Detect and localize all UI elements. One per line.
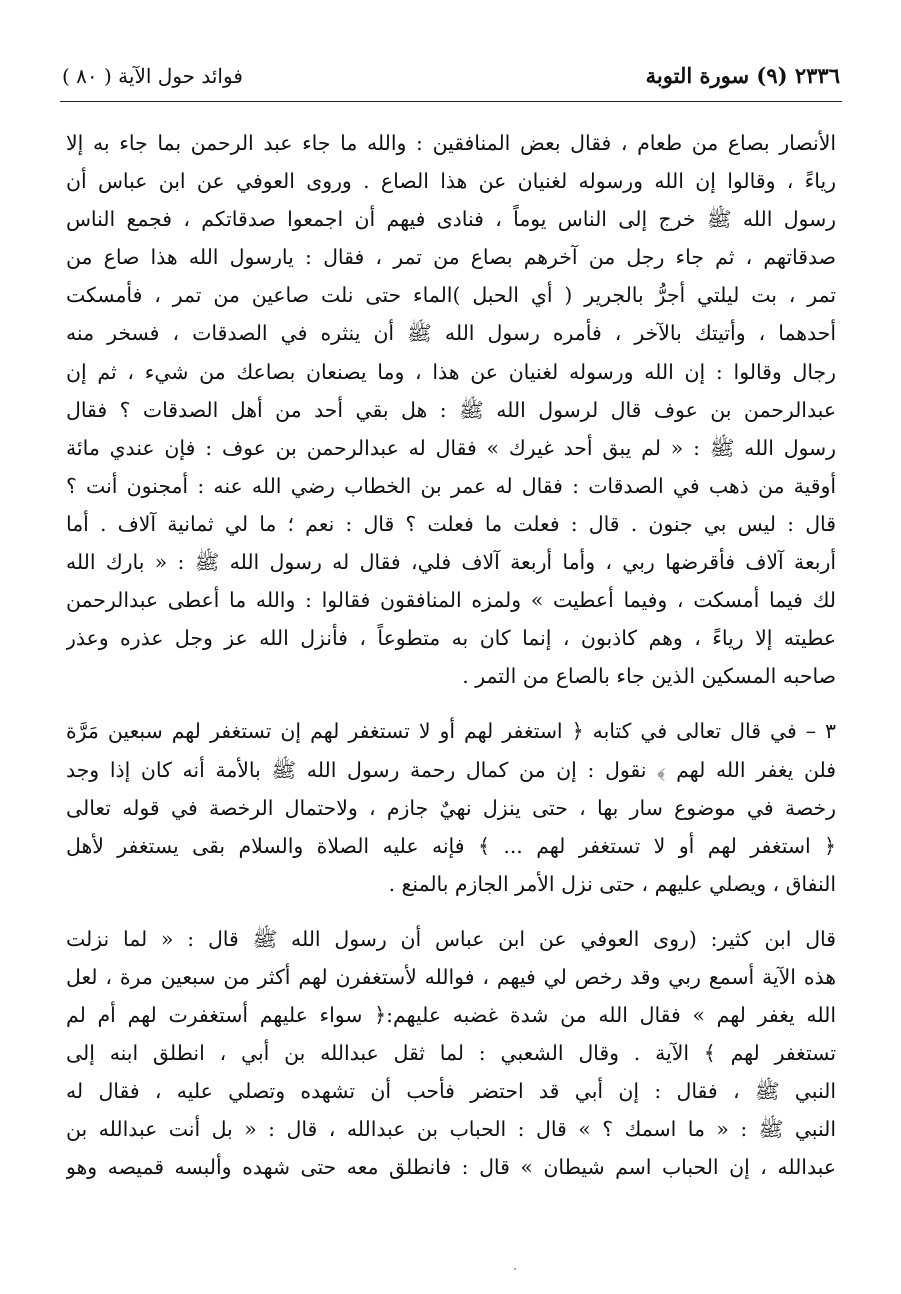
text-line: ٣ – في قال تعالى في كتابه ﴿ استغفر لهم أو لا تستغفر لهم إن تستغفر لهم سبعين مَرَّة (66, 719, 836, 744)
text-line: رسول الله ﷺ خرج إلى الناس يوماً ، فنادى فيهم أن اجمعوا صدقاتكم ، فجمع الناس (66, 207, 836, 232)
text-line: رسول الله ﷺ : « لم يبق أحد غيرك » فقال له عبدالرحمن بن عوف : فإن عندي مائة (66, 435, 836, 460)
paragraph-2 (66, 712, 836, 902)
text-line: قال : ليس بي جنون . قال : فعلت ما فعلت ؟ قال : نعم ؛ ما لي ثمانية آلاف . أما (66, 511, 836, 536)
text-line: عبدالله ، إن الحباب اسم شيطان » قال : فانطلق معه حتى شهده وألبسه قميصه وهو (66, 1155, 836, 1180)
text-line: أربعة آلاف فأقرضها ربي ، وأما أربعة آلاف فلي، فقال له رسول الله ﷺ : « بارك الله (66, 550, 836, 575)
text-line: النفاق ، ويصلي عليهم ، حتى نزل الأمر الجازم بالمنع . (388, 871, 836, 896)
text-line: فلن يغفر الله لهم ﴾ نقول : إن من كمال رحمة رسول الله ﷺ بالأمة أنه كان إذا وجد (66, 757, 836, 782)
paragraph-gap (66, 903, 836, 920)
text-line: صدقاتهم ، ثم جاء رجل من آخرهم بصاع من تمر ، فقال : يارسول الله هذا صاع من (66, 245, 836, 270)
section-title: فوائد حول الآية ( ٨٠ ) (62, 64, 243, 88)
text-line: تمر ، بت ليلتي أجرُّ بالجرير ( أي الحبل )الماء حتى نلت صاعين من تمر ، فأمسكت (66, 283, 836, 308)
paragraph-1 (66, 124, 836, 695)
text-line: النبي ﷺ : « ما اسمك ؟ » قال : الحباب بن عبدالله ، قال : « بل أنت عبدالله بن (66, 1117, 836, 1142)
page-header (62, 58, 840, 98)
text-line: لك فيما أمسكت ، وفيما أعطيت » ولمزه المنافقون فقالوا : والله ما أعطى عبدالرحمن (66, 588, 836, 613)
page-number-and-surah: ٢٣٣٦ (٩) سورة التوبة (645, 63, 840, 88)
text-line: الله يغفر لهم » فقال الله من شدة غضبه عليهم:﴿ سواء عليهم أستغفرت لهم أم لم (66, 1003, 836, 1028)
text-line: عبدالرحمن بن عوف قال لرسول الله ﷺ : هل بقي أحد من أهل الصدقات ؟ فقال (66, 397, 836, 422)
text-line: تستغفر لهم ﴾ الآية . وقال الشعبي : لما ثقل عبدالله بن أبي ، انطلق ابنه إلى (66, 1041, 836, 1066)
scan-speck (514, 1268, 516, 1270)
paragraph-gap (66, 695, 836, 712)
text-line: عطيته إلا رياءً ، وهم كاذبون ، إنما كان به متطوعاً ، فأنزل الله عز وجل عذره وعذر (66, 626, 836, 651)
text-line: ﴿ استغفر لهم أو لا تستغفر لهم ... ﴾ فإنه عليه الصلاة والسلام بقى يستغفر لأهل (66, 833, 836, 858)
text-line: قال ابن كثير: (روى العوفي عن ابن عباس أن رسول الله ﷺ قال : « لما نزلت (66, 926, 836, 951)
text-line: رياءً ، وقالوا إن الله ورسوله لغنيان عن هذا الصاع . وروى العوفي عن ابن عباس أن (66, 169, 836, 194)
header-divider (60, 101, 842, 102)
text-line: أوقية من ذهب في الصدقات : فقال له عمر بن الخطاب رضي الله عنه : أمجنون أنت ؟ (66, 473, 836, 498)
text-line: صاحبه المسكين الذين جاء بالصاع من التمر . (462, 664, 836, 689)
text-line: رخصة في موضوع سار بها ، حتى ينزل نهيٌ جازم ، ولاحتمال الرخصة في قوله تعالى (66, 795, 836, 820)
paragraph-3 (66, 920, 836, 1187)
text-line: النبي ﷺ ، فقال : إن أبي قد احتضر فأحب أن تشهده وتصلي عليه ، فقال له (66, 1079, 836, 1104)
text-line: أحدهما ، وأتيتك بالآخر ، فأمره رسول الله ﷺ أن ينثره في الصدقات ، فسخر منه (66, 321, 836, 346)
text-line: رجال وقالوا : إن الله ورسوله لغنيان عن هذا ، وما يصنعان بصاعك من شيء ، ثم إن (66, 359, 836, 384)
text-line: الأنصار بصاع من طعام ، فقال بعض المنافقين : والله ما جاء عبد الرحمن بما جاء به إلا (66, 131, 836, 155)
page-body (66, 124, 836, 1187)
text-line: هذه الآية أسمع ربي وقد رخص لي فيهم ، فوالله لأستغفرن لهم أكثر من سبعين مرة ، لعل (66, 964, 836, 989)
